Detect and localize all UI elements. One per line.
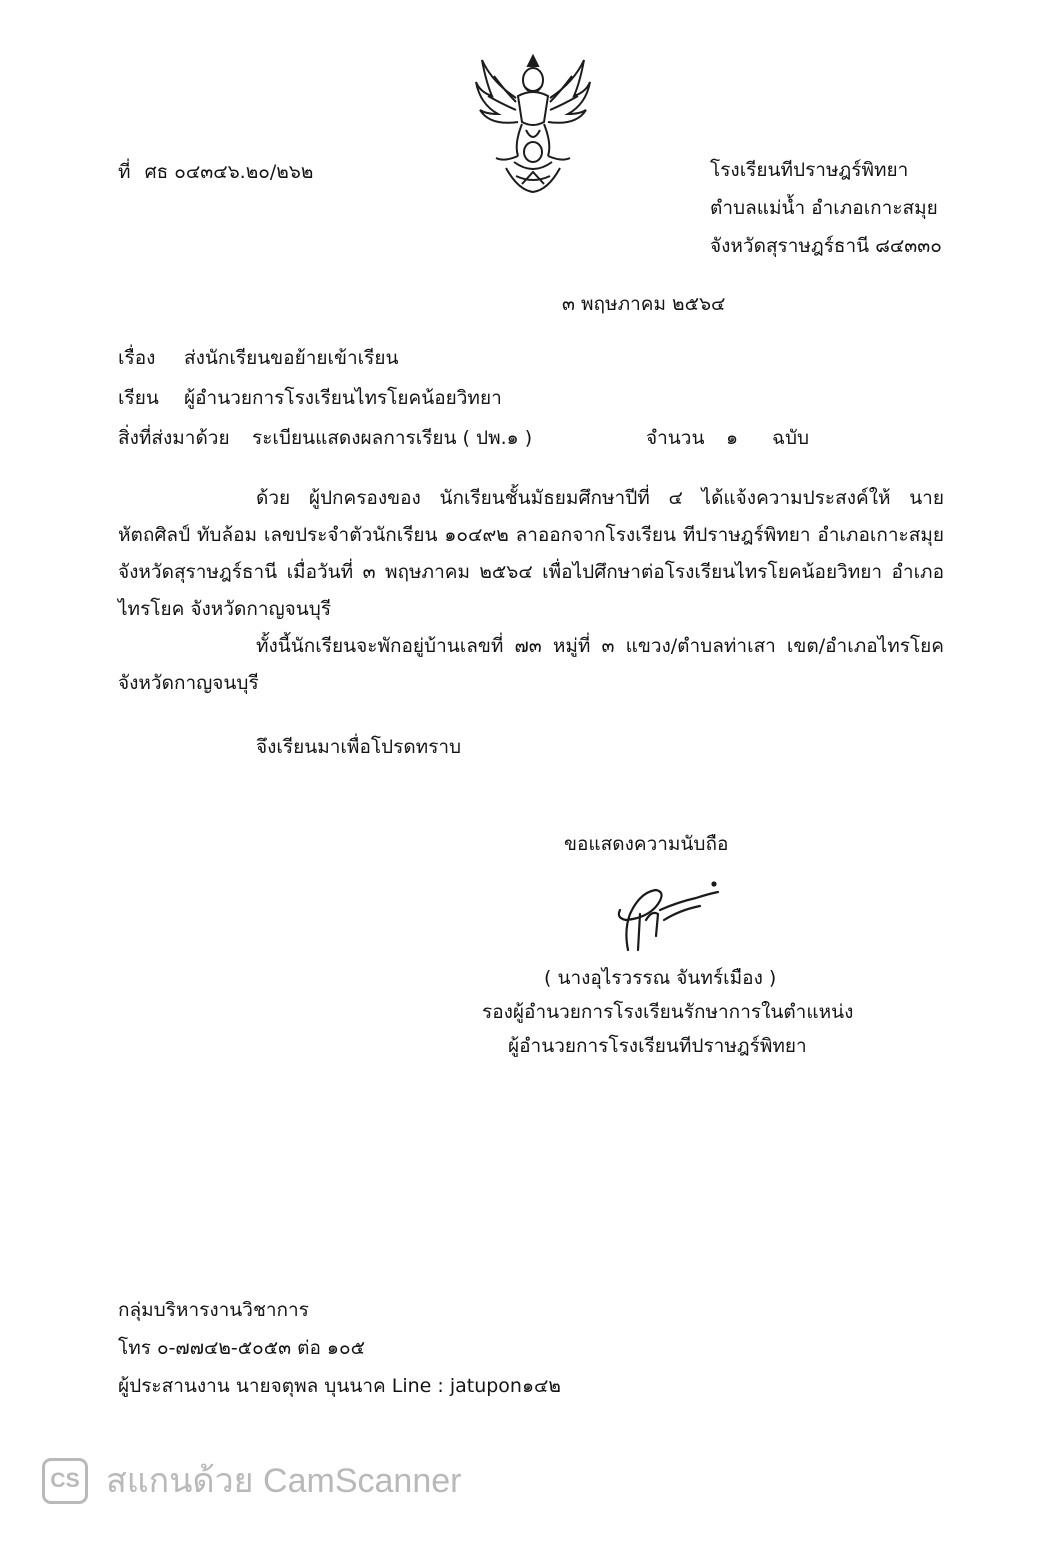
reference-label: ที่	[118, 161, 131, 183]
enclosure-label: สิ่งที่ส่งมาด้วย	[118, 427, 230, 449]
signatory-position-1: รองผู้อำนวยการโรงเรียนรักษาการในตำแหน่ง	[482, 1001, 854, 1023]
camscanner-logo-icon: CS	[42, 1458, 88, 1504]
school-province: จังหวัดสุราษฎร์ธานี ๘๔๓๓๐	[710, 235, 942, 257]
reference-number: ศธ ๐๔๓๔๖.๒๐/๒๖๒	[144, 161, 314, 183]
camscanner-watermark: สแกนด้วย CamScanner	[106, 1462, 462, 1500]
letter-date: ๓ พฤษภาคม ๒๕๖๔	[562, 293, 726, 315]
body-paragraph-1	[118, 480, 944, 628]
school-name: โรงเรียนทีปราษฎร์พิทยา	[710, 159, 909, 181]
footer-coordinator: ผู้ประสานงาน นายจตุพล บุนนาค Line : jatupon๑๔๒	[118, 1375, 561, 1397]
garuda-emblem-icon	[472, 52, 594, 194]
reference-line	[118, 160, 313, 184]
footer-department: กลุ่มบริหารงานวิชาการ	[118, 1299, 309, 1321]
signatory-name: ( นางอุไรวรรณ จันทร์เมือง )	[544, 967, 777, 989]
closing-request: จึงเรียนมาเพื่อโปรดทราบ	[256, 736, 462, 758]
body-paragraph-1-text: ด้วย ผู้ปกครองของ นักเรียนชั้นมัธยมศึกษาปีที่ ๔ ได้แจ้งความประสงค์ให้ นายหัตถศิลป์ ทับล้อม เลขประจำตัวนักเรียน ๑๐๔๙๒ ลาออกจากโรงเรียน ทีปราษฎร์พิทยา อำเภอเกาะสมุย จังหวัดสุราษฎร์ธานี เมื่อวันที่ ๓ พฤษภาคม ๒๕๖๔ เพื่อไปศึกษาต่อโรงเรียนไทรโยคน้อยวิทยา อำเภอไทรโยค จังหวัดกาญจนบุรี	[118, 487, 944, 620]
enclosure-value: ระเบียนแสดงผลการเรียน ( ปพ.๑ )	[252, 427, 533, 449]
closing-salutation: ขอแสดงความนับถือ	[564, 833, 729, 855]
body-paragraph-2-text: ทั้งนี้นักเรียนจะพักอยู่บ้านเลขที่ ๗๓ หมู่ที่ ๓ แขวง/ตำบลท่าเสา เขต/อำเภอไทรโยค จังหวัดกาญจนบุรี	[118, 635, 944, 694]
subject-label: เรื่อง	[118, 347, 156, 369]
body-paragraph-2	[118, 628, 944, 702]
quantity-value: ๑	[726, 427, 739, 449]
footer-phone: โทร ๐-๗๗๔๒-๕๐๕๓ ต่อ ๑๐๕	[118, 1337, 365, 1359]
recipient-label: เรียน	[118, 387, 159, 409]
quantity-unit: ฉบับ	[772, 427, 810, 449]
signatory-position-2: ผู้อำนวยการโรงเรียนทีปราษฎร์พิทยา	[508, 1035, 807, 1057]
school-subdistrict: ตำบลแม่น้ำ อำเภอเกาะสมุย	[710, 197, 938, 219]
subject-value: ส่งนักเรียนขอย้ายเข้าเรียน	[184, 347, 399, 369]
handwritten-signature-icon	[600, 880, 730, 960]
quantity-label: จำนวน	[646, 427, 705, 449]
recipient-value: ผู้อำนวยการโรงเรียนไทรโยคน้อยวิทยา	[184, 387, 502, 409]
